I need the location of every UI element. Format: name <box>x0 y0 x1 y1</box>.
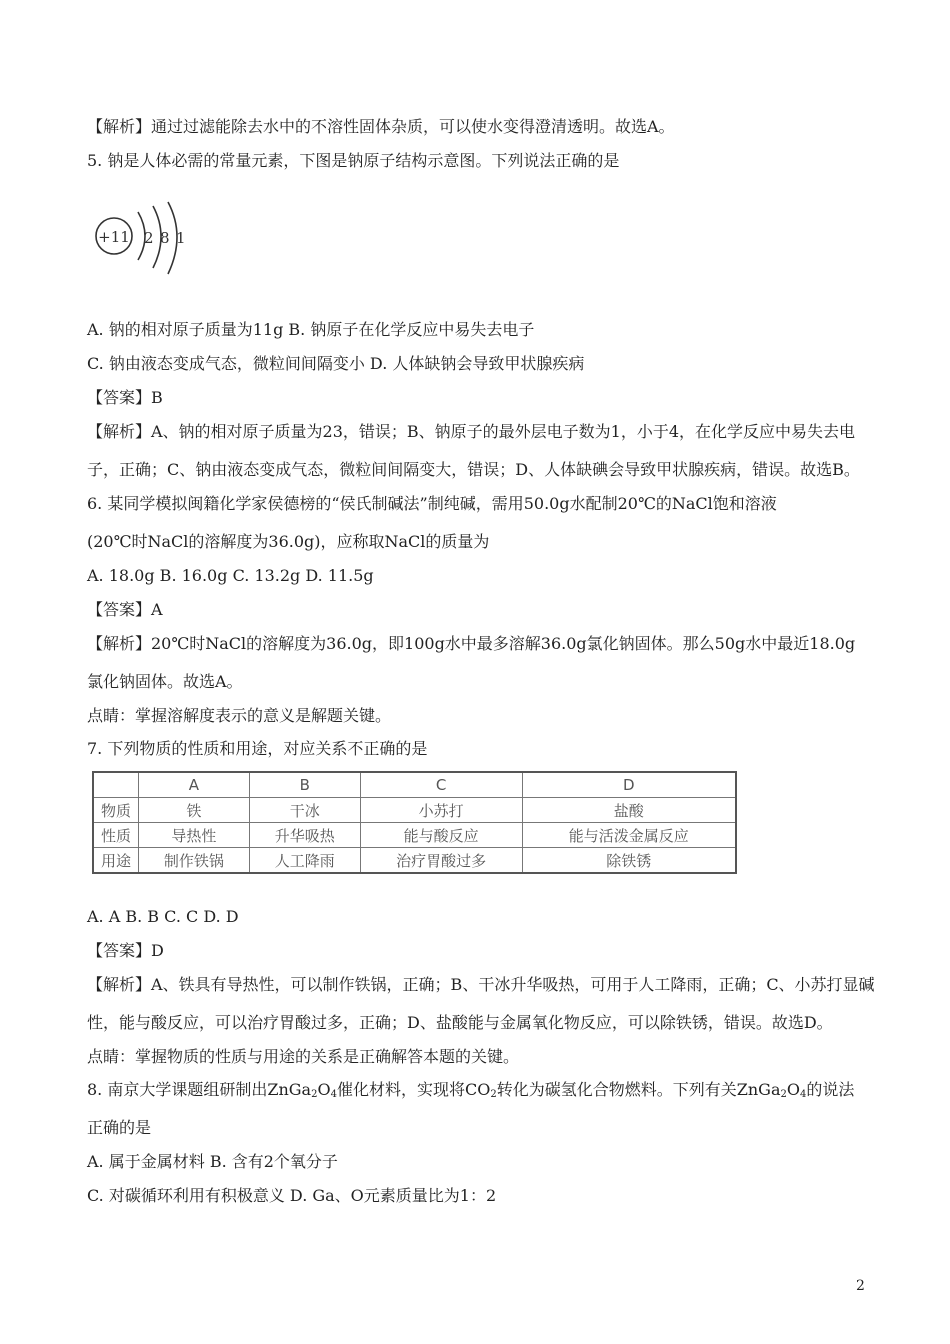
table-cell: 盐酸 <box>522 798 736 823</box>
table-cell: 导热性 <box>139 823 250 848</box>
table-header-row <box>93 772 736 798</box>
q8-stem-2: 正确的是 <box>87 1118 152 1137</box>
q8-stem-text: 8. 南京大学课题组研制出ZnGa <box>87 1080 312 1099</box>
table-cell: 能与活泼金属反应 <box>522 823 736 848</box>
q8-options-1: A. 属于金属材料 B. 含有2个氧分子 <box>87 1152 338 1171</box>
q5-explanation-2: 子，正确；C、钠由液态变成气态，微粒间间隔变大，错误；D、人体缺碘会导致甲状腺疾病，错误。故选B。 <box>87 460 860 479</box>
page-number: 2 <box>856 1278 865 1294</box>
table-cell: 干冰 <box>249 798 360 823</box>
table-cell: B <box>249 772 360 798</box>
q8-stem-1 <box>87 1080 854 1100</box>
q8-stem-text: 转化为碳氢化合物燃料。下列有关ZnGa <box>496 1080 781 1099</box>
q6-explanation-2: 氯化钠固体。故选A。 <box>87 672 243 691</box>
q8-stem-text: O <box>786 1080 800 1099</box>
q7-answer: 【答案】D <box>87 941 164 960</box>
table-cell: 人工降雨 <box>249 848 360 874</box>
table-cell: 铁 <box>139 798 250 823</box>
table-cell <box>93 772 139 798</box>
shell-electrons-2: 8 <box>160 229 170 247</box>
q8-stem-text: O <box>317 1080 331 1099</box>
q7-explanation-1: 【解析】A、铁具有导热性，可以制作铁锅，正确；B、干冰升华吸热，可用于人工降雨，正确；C、小苏打显碱 <box>87 975 875 994</box>
q6-tip: 点睛：掌握溶解度表示的意义是解题关键。 <box>87 706 392 725</box>
subscript: 2 <box>780 1089 787 1100</box>
sodium-atom-diagram <box>92 198 192 278</box>
nucleus-label: +11 <box>98 228 130 246</box>
table-cell: 制作铁锅 <box>139 848 250 874</box>
q7-property-table <box>92 771 737 874</box>
table-cell: C <box>360 772 522 798</box>
q7-options: A. A B. B C. C D. D <box>87 907 239 926</box>
subscript: 2 <box>311 1089 318 1100</box>
table-cell: D <box>522 772 736 798</box>
q7-tip: 点睛：掌握物质的性质与用途的关系是正确解答本题的关键。 <box>87 1047 520 1066</box>
q6-stem-1: 6. 某同学模拟闽籍化学家侯德榜的“侯氏制碱法”制纯碱，需用50.0g水配制20℃的NaCl饱和溶液 <box>87 494 777 513</box>
q6-options: A. 18.0g B. 16.0g C. 13.2g D. 11.5g <box>87 566 374 585</box>
q5-options-2: C. 钠由液态变成气态，微粒间间隔变小 D. 人体缺钠会导致甲状腺疾病 <box>87 354 585 373</box>
table-cell: 用途 <box>93 848 139 874</box>
q4-explanation: 【解析】通过过滤能除去水中的不溶性固体杂质，可以使水变得澄清透明。故选A。 <box>87 117 675 136</box>
q8-options-2: C. 对碳循环利用有积极意义 D. Ga、O元素质量比为1：2 <box>87 1186 497 1205</box>
q6-stem-2: (20℃时NaCl的溶解度为36.0g)，应称取NaCl的质量为 <box>87 532 490 551</box>
q7-stem: 7. 下列物质的性质和用途，对应关系不正确的是 <box>87 739 428 758</box>
table-cell: 物质 <box>93 798 139 823</box>
table-row <box>93 798 736 823</box>
table-cell: 小苏打 <box>360 798 522 823</box>
q8-stem-text: 催化材料，实现将CO <box>336 1080 491 1099</box>
subscript: 4 <box>330 1089 337 1100</box>
table-row <box>93 823 736 848</box>
subscript: 4 <box>799 1089 807 1100</box>
q8-stem-text: 的说法 <box>806 1080 855 1099</box>
table-cell: 除铁锈 <box>522 848 736 874</box>
shell-electrons-1: 2 <box>144 229 154 247</box>
q6-answer: 【答案】A <box>87 600 163 619</box>
q7-explanation-2: 性，能与酸反应，可以治疗胃酸过多，正确；D、盐酸能与金属氧化物反应，可以除铁锈，错误。故选D。 <box>87 1013 833 1032</box>
table-cell: A <box>139 772 250 798</box>
table-cell: 性质 <box>93 823 139 848</box>
q6-explanation-1: 【解析】20℃时NaCl的溶解度为36.0g，即100g水中最多溶解36.0g氯化钠固体。那么50g水中最近18.0g <box>87 634 856 653</box>
table-cell: 升华吸热 <box>249 823 360 848</box>
table-cell: 治疗胃酸过多 <box>360 848 522 874</box>
q5-answer: 【答案】B <box>87 388 163 407</box>
q5-options-1: A. 钠的相对原子质量为11g B. 钠原子在化学反应中易失去电子 <box>87 320 535 339</box>
q5-explanation-1: 【解析】A、钠的相对原子质量为23，错误；B、钠原子的最外层电子数为1，小于4，在化学反应中易失去电 <box>87 422 856 441</box>
q5-stem: 5. 钠是人体必需的常量元素，下图是钠原子结构示意图。下列说法正确的是 <box>87 151 620 170</box>
table-row <box>93 848 736 874</box>
table-cell: 能与酸反应 <box>360 823 522 848</box>
subscript: 2 <box>490 1089 497 1100</box>
shell-electrons-3: 1 <box>176 229 186 247</box>
